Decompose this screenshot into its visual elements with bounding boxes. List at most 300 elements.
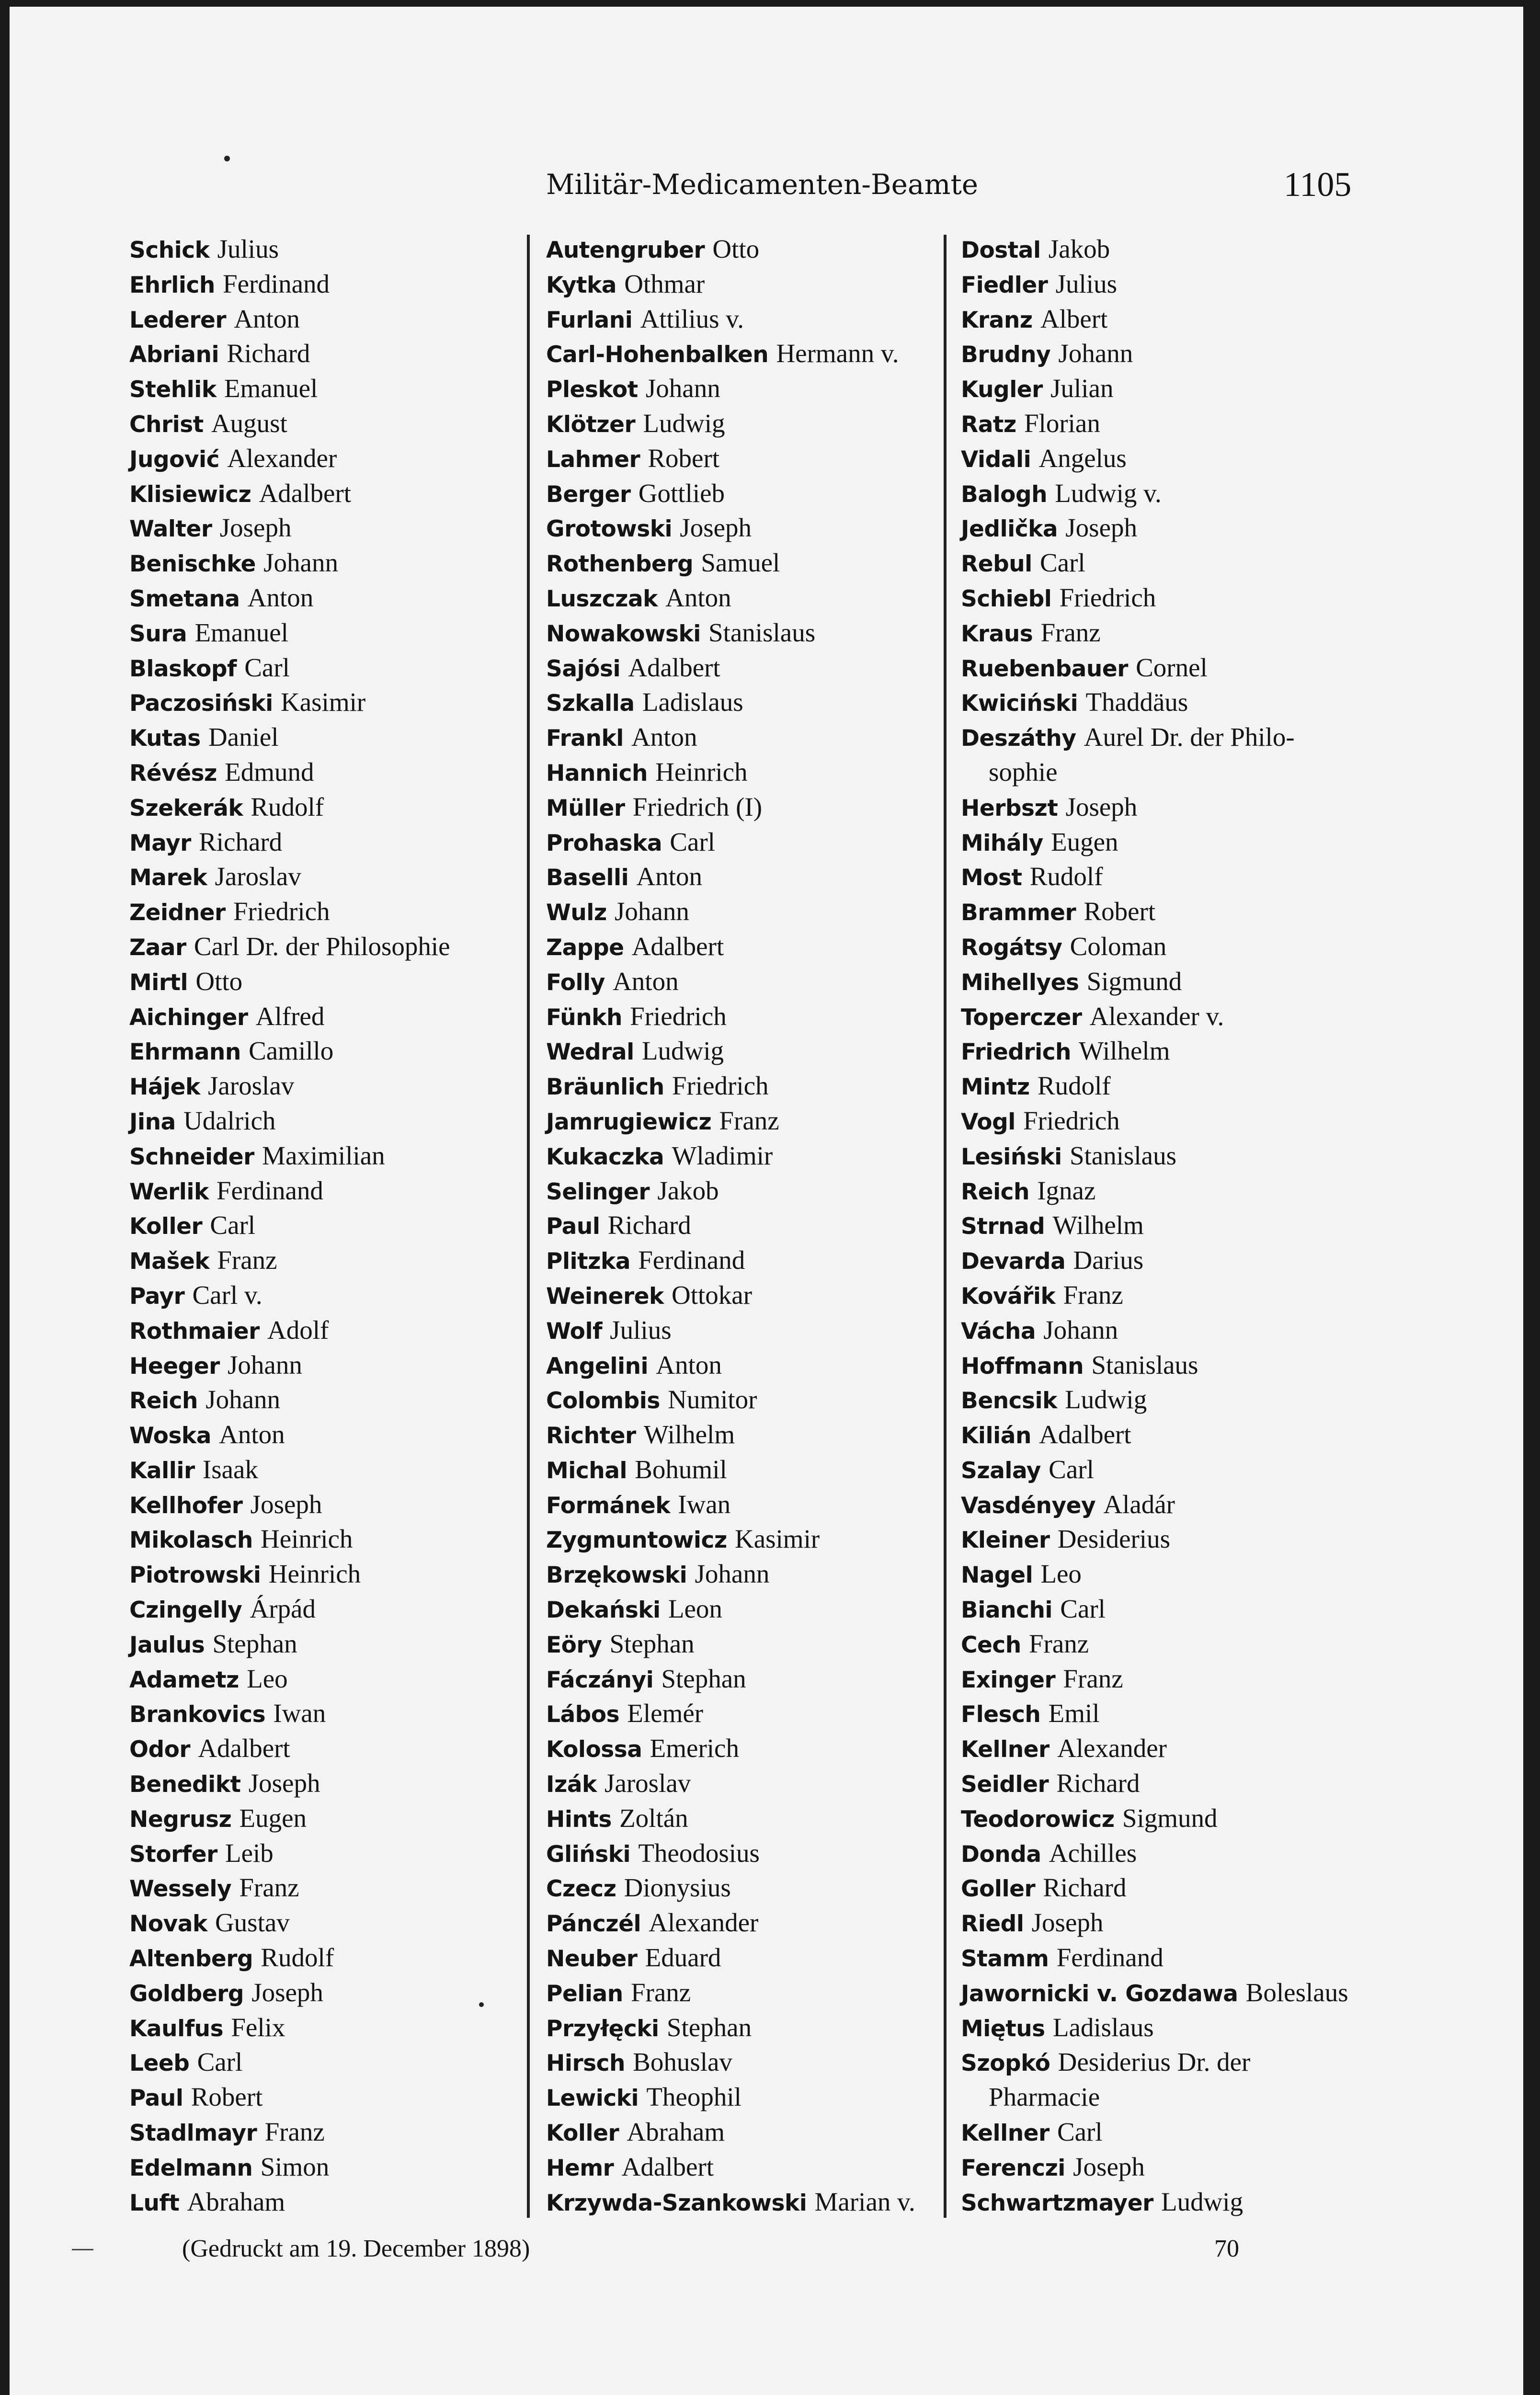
surname: Lewicki (546, 2085, 639, 2112)
given-name: Sigmund (1086, 966, 1182, 996)
surname: Weinerek (546, 1283, 664, 1310)
given-name: Johann (228, 1350, 302, 1380)
name-entry (546, 1174, 929, 1209)
given-name: Edmund (225, 757, 314, 787)
given-name: Franz (630, 1977, 691, 2007)
signature-mark: 70 (1214, 2235, 1239, 2262)
given-name: Othmar (624, 269, 705, 298)
given-name: Aurel Dr. der Philo- (1084, 722, 1295, 752)
surname: Jamrugiewicz (546, 1108, 712, 1135)
name-entry (546, 336, 929, 371)
name-entry (546, 1382, 929, 1417)
surname: Nagel (961, 1562, 1033, 1589)
name-entry (546, 511, 929, 546)
name-entry (961, 964, 1373, 999)
given-name: Samuel (701, 548, 780, 578)
name-entry (546, 1313, 929, 1348)
name-entry (129, 302, 513, 337)
given-name: Johann (645, 374, 720, 403)
given-name: Marian v. (814, 2187, 915, 2216)
surname: Zaar (129, 934, 186, 961)
surname: Stehlik (129, 376, 217, 403)
surname: Paul (129, 2085, 183, 2112)
name-entry (961, 1348, 1373, 1383)
given-name: Stanislaus (1069, 1140, 1176, 1170)
given-name: Joseph (251, 1977, 323, 2007)
given-name: Rudolf (1037, 1071, 1111, 1101)
surname: Kaulfus (129, 2015, 224, 2042)
name-entry (546, 894, 929, 929)
name-entry (546, 755, 929, 790)
name-entry (961, 2115, 1373, 2150)
surname: Ehrmann (129, 1039, 241, 1066)
given-name: Jaroslav (208, 1071, 295, 1101)
given-name: Friedrich (672, 1071, 769, 1101)
given-name: Udalrich (183, 1106, 276, 1135)
given-name: Anton (234, 304, 300, 333)
surname: Kilián (961, 1423, 1031, 1449)
name-entry (129, 1627, 513, 1662)
surname: Vasdényey (961, 1492, 1096, 1519)
surname: Wulz (546, 900, 607, 926)
name-entry (546, 371, 929, 406)
surname: Formánek (546, 1492, 670, 1519)
given-name: Carl (197, 2047, 243, 2077)
name-entry (546, 1522, 929, 1557)
given-name: Joseph (219, 513, 292, 543)
name-entry (546, 650, 929, 685)
given-name: Felix (231, 2012, 285, 2042)
surname: Müller (546, 795, 625, 821)
surname: Novak (129, 1911, 207, 1938)
name-entry (546, 581, 929, 616)
given-name: Franz (239, 1873, 299, 1903)
surname: Rothenberg (546, 551, 694, 578)
name-entry (129, 894, 513, 929)
given-name: Árpád (250, 1594, 316, 1624)
name-entry (961, 2045, 1373, 2080)
name-entry (961, 1592, 1373, 1627)
given-name: Leo (1040, 1559, 1082, 1589)
print-date: (Gedruckt am 19. December 1898) (182, 2235, 530, 2262)
given-name: Joseph (250, 1489, 322, 1519)
name-entry (961, 790, 1373, 825)
name-entry (546, 1801, 929, 1836)
column-divider-2 (944, 235, 947, 2218)
given-name: Cornel (1136, 652, 1208, 682)
surname: Schiebl (961, 585, 1052, 612)
surname: Leeb (129, 2050, 190, 2077)
name-entry (546, 2045, 929, 2080)
surname: Adametz (129, 1666, 239, 1693)
given-name: Friedrich (1023, 1106, 1120, 1135)
surname: Mintz (961, 1074, 1030, 1101)
given-name: Isaak (202, 1454, 258, 1484)
surname: Przyłęcki (546, 2015, 659, 2042)
given-name: Boleslaus (1245, 1977, 1348, 2007)
page-footer (0, 2227, 1540, 2270)
surname: Wedral (546, 1039, 634, 1066)
surname: Negrusz (129, 1806, 232, 1833)
surname: Bianchi (961, 1597, 1053, 1624)
name-entry (129, 2045, 513, 2080)
given-name: Carl (1049, 1454, 1094, 1484)
name-entry (961, 1139, 1373, 1174)
name-entry (961, 685, 1373, 720)
name-entry (546, 2080, 929, 2115)
given-name: Daniel (208, 722, 279, 752)
name-entry (546, 1836, 929, 1871)
name-entry (129, 1174, 513, 1209)
given-name: Adalbert (621, 2152, 714, 2181)
given-name: Carl (670, 827, 715, 856)
given-name: Eduard (645, 1943, 721, 1973)
name-entry (129, 1905, 513, 1940)
name-entry (961, 1662, 1373, 1697)
surname: Révész (129, 760, 217, 787)
name-entry (961, 1905, 1373, 1940)
given-name: Thaddäus (1085, 687, 1188, 717)
name-entry (961, 1417, 1373, 1452)
surname: Friedrich (961, 1039, 1072, 1066)
given-name: Joseph (680, 513, 752, 543)
given-name: Jaroslav (215, 862, 301, 891)
given-name: Adalbert (1039, 1420, 1131, 1449)
name-entry (546, 1731, 929, 1766)
name-entry (546, 441, 929, 476)
surname: Zeidner (129, 900, 226, 926)
given-name: Camillo (249, 1036, 334, 1066)
given-name: Wladimir (672, 1140, 773, 1170)
given-name: Anton (247, 582, 314, 612)
given-name: Heinrich (268, 1559, 361, 1589)
given-name: Johann (1043, 1315, 1118, 1345)
ink-speck (224, 156, 230, 161)
surname: Hints (546, 1806, 612, 1833)
given-name: Ludwig v. (1055, 478, 1162, 508)
given-name: Maximilian (262, 1140, 385, 1170)
surname: Paul (546, 1213, 600, 1240)
name-entry (546, 1139, 929, 1174)
given-name: Ferdinand (216, 1175, 323, 1205)
given-name: Abraham (627, 2117, 725, 2147)
surname: Jawornicki v. Gozdawa (961, 1980, 1238, 2007)
name-entry (129, 546, 513, 581)
name-entry (546, 929, 929, 964)
name-entry (546, 2150, 929, 2185)
surname: Miętus (961, 2015, 1045, 2042)
given-name: Rudolf (261, 1943, 334, 1973)
given-name: Stanislaus (708, 617, 816, 647)
surname: Mihellyes (961, 969, 1079, 996)
given-name: Anton (636, 862, 702, 891)
given-name: Carl Dr. der Philosophie (194, 931, 450, 961)
given-name: Ferdinand (638, 1245, 745, 1275)
surname: Abriani (129, 342, 219, 368)
surname: Mirtl (129, 969, 188, 996)
surname: Michal (546, 1457, 627, 1484)
given-name: Richard (1056, 1768, 1140, 1798)
surname: Baselli (546, 865, 629, 891)
surname: Most (961, 865, 1022, 891)
column-divider-1 (527, 235, 530, 2218)
given-name: Friedrich (630, 1001, 727, 1031)
surname: Kleiner (961, 1527, 1050, 1554)
name-entry (546, 2010, 929, 2045)
given-name: Johann (1058, 339, 1133, 368)
name-entry (546, 302, 929, 337)
surname: Kranz (961, 307, 1033, 333)
name-entry (129, 859, 513, 894)
given-name: Johann (695, 1559, 770, 1589)
surname: Walter (129, 516, 212, 543)
given-name: Ludwig (1161, 2187, 1243, 2216)
page-header (0, 158, 1540, 211)
surname: Mayr (129, 830, 191, 856)
surname: Schneider (129, 1143, 254, 1170)
name-entry (961, 546, 1373, 581)
name-entry (546, 406, 929, 441)
surname: Lahmer (546, 446, 640, 473)
surname: Klötzer (546, 411, 636, 438)
given-name: Adalbert (259, 478, 351, 508)
surname: Sajósi (546, 655, 621, 682)
given-name: Carl (1057, 2117, 1103, 2147)
given-name: Anton (631, 722, 697, 752)
surname: Zappe (546, 934, 624, 961)
given-name: Carl (1040, 548, 1085, 578)
name-entry (546, 1662, 929, 1697)
given-name: Ferdinand (1056, 1943, 1164, 1973)
given-name: Friedrich (233, 897, 330, 926)
surname: Jugović (129, 446, 219, 473)
name-entry (961, 1452, 1373, 1487)
surname: Ehrlich (129, 272, 215, 298)
name-entry (546, 546, 929, 581)
surname: Hoffmann (961, 1353, 1084, 1380)
name-entry (129, 1278, 513, 1313)
name-entry (129, 1417, 513, 1452)
name-entry (129, 511, 513, 546)
surname: Jaulus (129, 1631, 205, 1658)
surname: Donda (961, 1841, 1041, 1868)
given-name: Rudolf (251, 792, 324, 821)
given-name: Julius (217, 234, 279, 263)
name-entry (546, 1348, 929, 1383)
name-entry (546, 1069, 929, 1104)
name-entry (961, 1208, 1373, 1243)
given-name: Alexander v. (1089, 1001, 1224, 1031)
surname: Goller (961, 1876, 1036, 1903)
surname: Hemr (546, 2155, 614, 2181)
name-entry (961, 511, 1373, 546)
surname: Goldberg (129, 1980, 244, 2007)
surname: Payr (129, 1283, 185, 1310)
surname: Teodorowicz (961, 1806, 1115, 1833)
given-name: Emanuel (224, 374, 318, 403)
surname: Autengruber (546, 237, 705, 263)
name-entry (961, 581, 1373, 616)
surname: Szopkó (961, 2050, 1050, 2077)
given-name: Eugen (1051, 827, 1118, 856)
given-name: Joseph (1031, 1908, 1104, 1938)
given-name: Heinrich (261, 1524, 353, 1554)
given-name: Alfred (255, 1001, 325, 1031)
name-entry (546, 1905, 929, 1940)
name-entry (961, 1836, 1373, 1871)
name-entry (129, 1313, 513, 1348)
given-name: Ferdinand (223, 269, 330, 298)
given-name: Attilius v. (640, 304, 744, 333)
surname: Carl-Hohenbalken (546, 342, 769, 368)
given-name: Ignaz (1037, 1175, 1096, 1205)
name-entry (961, 650, 1373, 685)
given-name: Julius (1055, 269, 1117, 298)
name-entry (129, 1487, 513, 1522)
given-name: Alexander (227, 443, 337, 473)
name-entry (546, 232, 929, 267)
given-name: Franz (264, 2117, 325, 2147)
name-entry (546, 1208, 929, 1243)
surname: Bencsik (961, 1388, 1057, 1414)
surname: Richter (546, 1423, 636, 1449)
name-entry (129, 1766, 513, 1801)
surname: Fünkh (546, 1004, 622, 1031)
surname: Herbszt (961, 795, 1058, 821)
name-entry (961, 1034, 1373, 1069)
given-name: Iwan (678, 1489, 731, 1519)
name-entry (129, 2010, 513, 2045)
given-name: Friedrich (I) (632, 792, 763, 821)
surname: Stadlmayr (129, 2120, 257, 2147)
given-name: Kasimir (281, 687, 366, 717)
surname: Kellhofer (129, 1492, 243, 1519)
given-name: Sigmund (1122, 1803, 1218, 1833)
name-entry (546, 1417, 929, 1452)
name-entry (961, 232, 1373, 267)
name-entry (546, 859, 929, 894)
name-entry (961, 267, 1373, 302)
given-name: Pharmacie (989, 2082, 1100, 2112)
name-entry (961, 2150, 1373, 2185)
surname: Brzękowski (546, 1562, 687, 1589)
surname: Koller (546, 2120, 619, 2147)
given-name: Anton (219, 1420, 285, 1449)
surname: Izák (546, 1771, 597, 1798)
name-entry (129, 1069, 513, 1104)
name-entry (129, 1557, 513, 1592)
surname: Bräunlich (546, 1074, 664, 1101)
name-entry (129, 441, 513, 476)
surname: Balogh (961, 481, 1048, 508)
given-name: Wilhelm (1079, 1036, 1170, 1066)
given-name: Emerich (650, 1734, 739, 1763)
given-name: Alexander (1057, 1734, 1167, 1763)
surname: Edelmann (129, 2155, 253, 2181)
name-entry (129, 476, 513, 511)
surname: Wolf (546, 1318, 603, 1345)
name-entry (961, 999, 1373, 1034)
name-entry (961, 1104, 1373, 1139)
given-name: Ludwig (1065, 1385, 1147, 1414)
surname: Seidler (961, 1771, 1049, 1798)
name-entry (129, 1731, 513, 1766)
surname: Devarda (961, 1248, 1066, 1275)
surname: Kutas (129, 725, 201, 752)
name-entry (129, 1975, 513, 2010)
surname: Werlik (129, 1178, 209, 1205)
name-entry (129, 1801, 513, 1836)
given-name: Richard (1043, 1873, 1127, 1903)
surname: Fiedler (961, 272, 1048, 298)
surname: Dostal (961, 237, 1041, 263)
name-entry (129, 755, 513, 790)
given-name: Iwan (273, 1699, 326, 1728)
surname: Schick (129, 237, 210, 263)
surname: Colombis (546, 1388, 660, 1414)
surname: Selinger (546, 1178, 650, 1205)
name-entry (129, 964, 513, 999)
name-entry (129, 685, 513, 720)
name-entry (129, 336, 513, 371)
surname: Kwiciński (961, 690, 1078, 717)
surname: Aichinger (129, 1004, 248, 1031)
name-entry (129, 1104, 513, 1139)
name-entry (129, 825, 513, 860)
surname: Jedlička (961, 516, 1058, 543)
name-entry (129, 2150, 513, 2185)
name-entry (546, 616, 929, 650)
given-name: Leon (668, 1594, 722, 1624)
given-name: Franz (1028, 1629, 1089, 1658)
running-title: Militär-Medicamenten-Beamte (546, 168, 979, 201)
given-name: Emil (1048, 1699, 1100, 1728)
surname: Marek (129, 865, 207, 891)
name-entry (961, 859, 1373, 894)
name-entry (129, 2185, 513, 2220)
surname: Lesiński (961, 1143, 1062, 1170)
name-entry (961, 1487, 1373, 1522)
name-entry (129, 1696, 513, 1731)
surname: Koller (129, 1213, 203, 1240)
given-name: Ladislaus (1052, 2012, 1154, 2042)
name-entry (546, 476, 929, 511)
given-name: Abraham (187, 2187, 285, 2216)
name-entry (129, 1836, 513, 1871)
given-name: Franz (1040, 617, 1101, 647)
name-entry (129, 1208, 513, 1243)
surname: Woska (129, 1423, 211, 1449)
name-entry (546, 1940, 929, 1975)
surname: Folly (546, 969, 605, 996)
given-name: Richard (199, 827, 283, 856)
given-name: Otto (712, 234, 760, 263)
given-name: Angelus (1038, 443, 1127, 473)
name-entry (129, 1243, 513, 1278)
surname: Exinger (961, 1666, 1056, 1693)
given-name: Carl v. (192, 1280, 262, 1310)
given-name: Johann (263, 548, 338, 578)
surname: Piotrowski (129, 1562, 261, 1589)
surname: Zygmuntowicz (546, 1527, 727, 1554)
surname: Furlani (546, 307, 633, 333)
given-name: Joseph (1065, 513, 1138, 543)
name-entry (129, 1870, 513, 1905)
surname: Ruebenbauer (961, 655, 1128, 682)
name-entry (546, 825, 929, 860)
name-entry (129, 1139, 513, 1174)
name-column-1 (129, 232, 513, 2219)
